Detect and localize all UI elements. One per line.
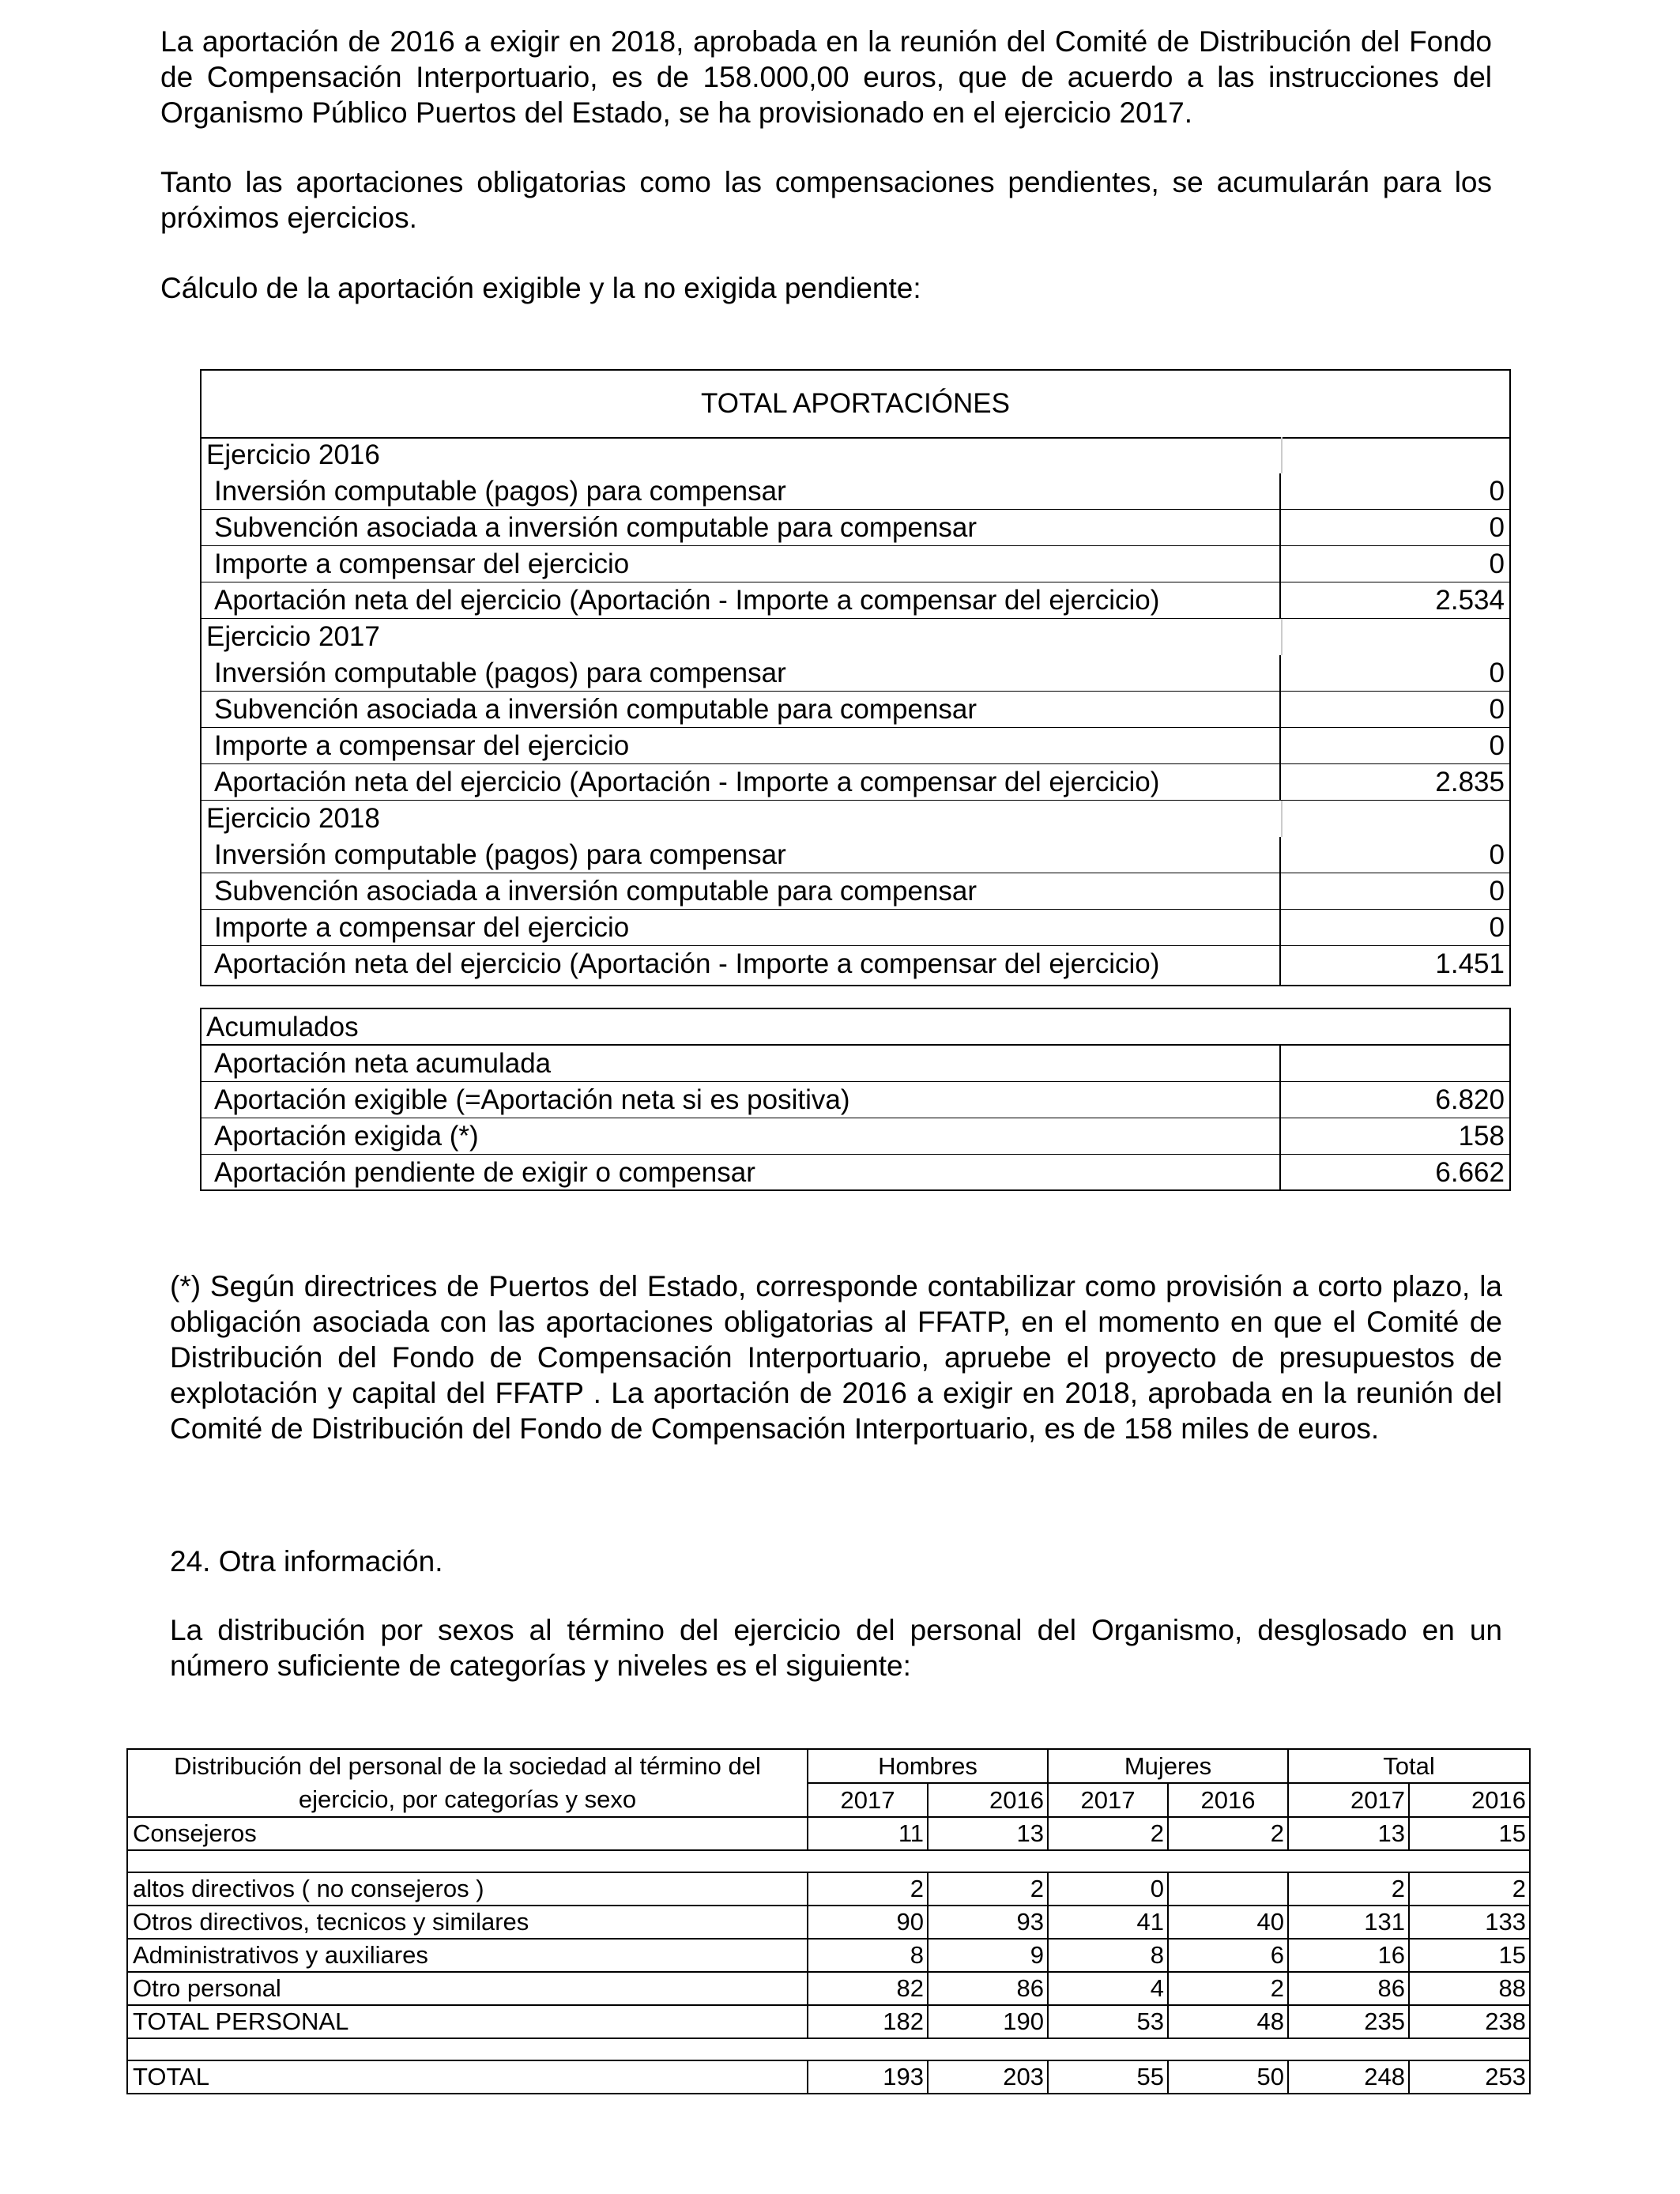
year-heading: Ejercicio 2017 xyxy=(206,621,380,652)
table-row xyxy=(202,764,1509,801)
year-heading: Ejercicio 2018 xyxy=(206,803,380,834)
table-cell: 41 xyxy=(1048,1906,1168,1939)
table-cell: 50 xyxy=(1168,2060,1288,2094)
table-row xyxy=(202,728,1509,764)
table-row xyxy=(202,910,1509,946)
table-cell: 2 xyxy=(1168,1817,1288,1850)
table-cell: 88 xyxy=(1409,1972,1530,2005)
table-row xyxy=(127,2005,1530,2038)
accumulated-heading-row xyxy=(202,1009,1509,1046)
row-label: Aportación exigible (=Aportación neta si es positiva) xyxy=(202,1082,1281,1118)
table-cell: 2 xyxy=(1288,1872,1409,1906)
category-label: TOTAL PERSONAL xyxy=(127,2005,808,2038)
row-label: Aportación exigida (*) xyxy=(202,1118,1281,1155)
table-row xyxy=(202,1118,1509,1155)
staff-distribution-table xyxy=(126,1748,1531,2094)
table-cell: 8 xyxy=(808,1939,928,1972)
table-cell: 2 xyxy=(1409,1872,1530,1906)
table-row xyxy=(202,1046,1509,1082)
table-cell: 248 xyxy=(1288,2060,1409,2094)
row-label: Subvención asociada a inversión computable para compensar xyxy=(202,692,1281,728)
year-header: 2017 xyxy=(1048,1783,1168,1817)
category-label: Administrativos y auxiliares xyxy=(127,1939,808,1972)
table-row xyxy=(127,2060,1530,2094)
row-label: Importe a compensar del ejercicio xyxy=(202,910,1281,946)
row-value: 2.835 xyxy=(1281,764,1509,801)
table-cell: 190 xyxy=(928,2005,1048,2038)
accumulated-table xyxy=(200,1008,1511,1191)
category-label: altos directivos ( no consejeros ) xyxy=(127,1872,808,1906)
table-cell: 2 xyxy=(1168,1972,1288,2005)
category-label: TOTAL xyxy=(127,2060,808,2094)
spacer-row xyxy=(127,1850,1530,1872)
table-row xyxy=(202,546,1509,582)
row-label: Subvención asociada a inversión computable para compensar xyxy=(202,873,1281,910)
table-row xyxy=(202,655,1509,692)
row-value xyxy=(1281,1046,1509,1082)
table-row xyxy=(127,1939,1530,1972)
row-label: Aportación neta del ejercicio (Aportación - Importe a compensar del ejercicio) xyxy=(202,582,1281,619)
year-header: 2017 xyxy=(808,1783,928,1817)
year-2017-heading-row xyxy=(202,619,1509,655)
calc-heading: Cálculo de la aportación exigible y la no exigida pendiente: xyxy=(160,272,921,304)
row-value: 158 xyxy=(1281,1118,1509,1155)
row-label: Aportación neta del ejercicio (Aportación - Importe a compensar del ejercicio) xyxy=(202,764,1281,801)
intro-paragraph-2: Tanto las aportaciones obligatorias como las compensaciones pendientes, se acumularán para los próximos ejercicios. xyxy=(160,166,1492,234)
section-heading: 24. Otra información. xyxy=(170,1545,443,1578)
accumulated-heading: Acumulados xyxy=(206,1012,359,1042)
category-header-line-2: ejercicio, por categorías y sexo xyxy=(298,1785,637,1813)
table-cell: 93 xyxy=(928,1906,1048,1939)
row-label: Aportación neta acumulada xyxy=(202,1046,1281,1082)
row-label: Inversión computable (pagos) para compensar xyxy=(202,473,1281,510)
category-label: Consejeros xyxy=(127,1817,808,1850)
table-cell: 8 xyxy=(1048,1939,1168,1972)
row-value: 0 xyxy=(1281,692,1509,728)
table-cell: 4 xyxy=(1048,1972,1168,2005)
table-cell: 253 xyxy=(1409,2060,1530,2094)
table-cell: 16 xyxy=(1288,1939,1409,1972)
row-value: 0 xyxy=(1281,655,1509,692)
table-cell: 6 xyxy=(1168,1939,1288,1972)
table-row xyxy=(202,837,1509,873)
table-row xyxy=(202,946,1509,985)
table-row xyxy=(202,473,1509,510)
table-cell: 82 xyxy=(808,1972,928,2005)
table-row xyxy=(202,1155,1509,1189)
table-cell: 53 xyxy=(1048,2005,1168,2038)
table-cell: 2 xyxy=(1048,1817,1168,1850)
table-row xyxy=(202,1082,1509,1118)
footnote: (*) Según directrices de Puertos del Estado, corresponde contabilizar como provisión a corto plazo, la obligación asociada con las aportaciones obligatorias al FFATP, en el momento en que el Comité de Distribución del Fondo de Compensación Interportuario, apruebe el proyecto de presupuestos de explotación y capital del FFATP . La aportación de 2016 a exigir en 2018, aprobada en la reunión del Comité de Distribución del Fondo de Compensación Interportuario, es de 158 miles de euros. xyxy=(170,1270,1502,1445)
table-cell: 13 xyxy=(1288,1817,1409,1850)
table-cell: 86 xyxy=(928,1972,1048,2005)
table-row xyxy=(127,1906,1530,1939)
section-text: La distribución por sexos al término del ejercicio del personal del Organismo, desglosado en un número suficiente de categorías y niveles es el siguiente: xyxy=(170,1614,1502,1682)
table-cell: 2 xyxy=(808,1872,928,1906)
row-value: 0 xyxy=(1281,910,1509,946)
group-header-men: Hombres xyxy=(808,1749,1048,1783)
table-row xyxy=(202,873,1509,910)
year-header: 2016 xyxy=(928,1783,1048,1817)
table-cell: 182 xyxy=(808,2005,928,2038)
row-value: 0 xyxy=(1281,510,1509,546)
group-header-women: Mujeres xyxy=(1048,1749,1288,1783)
table-row xyxy=(202,510,1509,546)
table-cell: 55 xyxy=(1048,2060,1168,2094)
table-cell: 11 xyxy=(808,1817,928,1850)
year-2018-heading-row xyxy=(202,801,1509,837)
table-cell: 238 xyxy=(1409,2005,1530,2038)
category-header-line-1: Distribución del personal de la sociedad al término del xyxy=(174,1752,761,1780)
table-cell: 13 xyxy=(928,1817,1048,1850)
table-cell: 193 xyxy=(808,2060,928,2094)
row-value: 0 xyxy=(1281,546,1509,582)
group-header-total: Total xyxy=(1288,1749,1530,1783)
table-cell: 0 xyxy=(1048,1872,1168,1906)
year-header: 2016 xyxy=(1409,1783,1530,1817)
category-header xyxy=(127,1749,808,1817)
row-value: 1.451 xyxy=(1435,948,1505,979)
row-value: 2.534 xyxy=(1281,582,1509,619)
row-label: Importe a compensar del ejercicio xyxy=(202,728,1281,764)
table-cell: 15 xyxy=(1409,1939,1530,1972)
table-cell: 90 xyxy=(808,1906,928,1939)
row-label: Importe a compensar del ejercicio xyxy=(202,546,1281,582)
year-heading: Ejercicio 2016 xyxy=(206,439,380,470)
spacer-row xyxy=(127,2038,1530,2060)
table-cell: 131 xyxy=(1288,1906,1409,1939)
table-cell: 48 xyxy=(1168,2005,1288,2038)
row-value: 0 xyxy=(1281,728,1509,764)
table-cell: 235 xyxy=(1288,2005,1409,2038)
table-cell: 203 xyxy=(928,2060,1048,2094)
row-label: Subvención asociada a inversión computable para compensar xyxy=(202,510,1281,546)
category-label: Otro personal xyxy=(127,1972,808,2005)
contributions-table-title: TOTAL APORTACIÓNES xyxy=(202,371,1509,439)
table-cell: 40 xyxy=(1168,1906,1288,1939)
table-row xyxy=(202,582,1509,619)
row-label: Aportación pendiente de exigir o compensar xyxy=(202,1155,1281,1189)
table-header-row xyxy=(127,1749,1530,1783)
table-cell: 86 xyxy=(1288,1972,1409,2005)
year-2016-heading-row xyxy=(202,437,1509,473)
table-cell: 15 xyxy=(1409,1817,1530,1850)
table-cell xyxy=(1168,1872,1288,1906)
category-label: Otros directivos, tecnicos y similares xyxy=(127,1906,808,1939)
row-value: 0 xyxy=(1281,473,1509,510)
row-value: 0 xyxy=(1281,873,1509,910)
row-value: 6.820 xyxy=(1281,1082,1509,1118)
table-cell: 2 xyxy=(928,1872,1048,1906)
table-row xyxy=(127,1817,1530,1850)
table-row xyxy=(127,1872,1530,1906)
contributions-table xyxy=(200,369,1511,986)
row-value: 0 xyxy=(1281,837,1509,873)
row-value: 6.662 xyxy=(1435,1157,1505,1188)
table-cell: 133 xyxy=(1409,1906,1530,1939)
year-header: 2017 xyxy=(1288,1783,1409,1817)
table-cell: 9 xyxy=(928,1939,1048,1972)
year-header: 2016 xyxy=(1168,1783,1288,1817)
intro-paragraph-1: La aportación de 2016 a exigir en 2018, aprobada en la reunión del Comité de Distribución del Fondo de Compensación Interportuario, es de 158.000,00 euros, que de acuerdo a las instrucciones del Organismo Público Puertos del Estado, se ha provisionado en el ejercicio 2017. xyxy=(160,25,1492,129)
row-label: Aportación neta del ejercicio (Aportación - Importe a compensar del ejercicio) xyxy=(202,946,1281,985)
row-label: Inversión computable (pagos) para compensar xyxy=(202,655,1281,692)
table-row xyxy=(127,1972,1530,2005)
row-label: Inversión computable (pagos) para compensar xyxy=(202,837,1281,873)
table-row xyxy=(202,692,1509,728)
